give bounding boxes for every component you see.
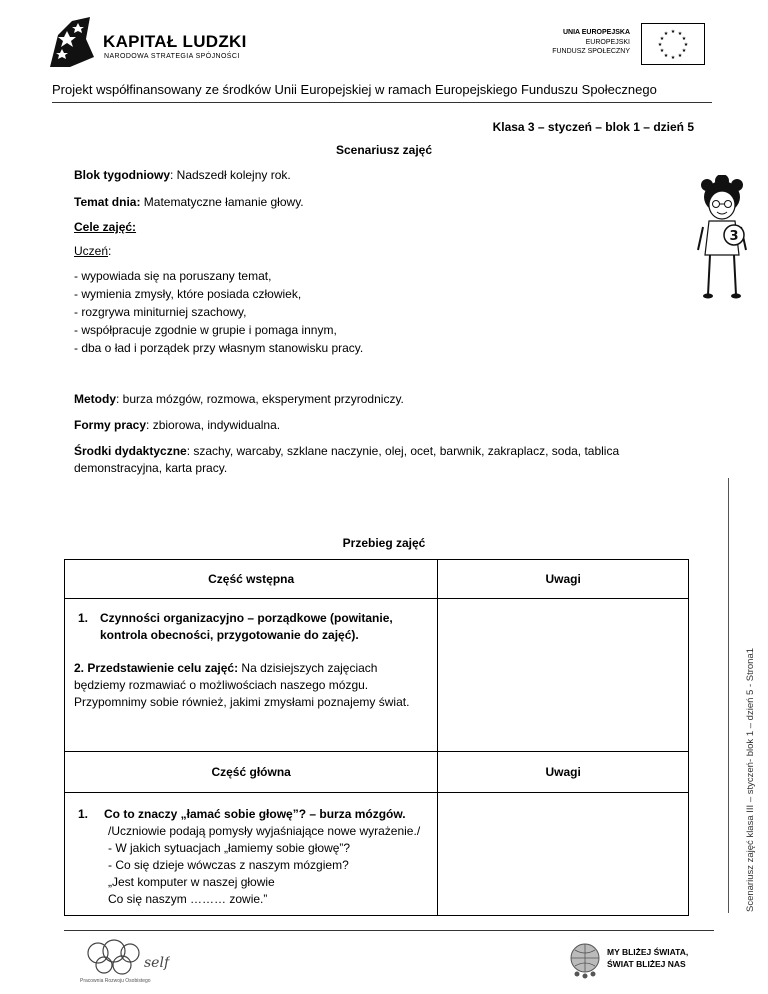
- footer-slogan: [607, 946, 688, 970]
- goals-list: [74, 267, 363, 357]
- intro-notes-cell: [438, 599, 689, 752]
- work-forms: [74, 417, 280, 434]
- table-row: [65, 793, 689, 916]
- table-row: [65, 560, 689, 599]
- main-item-1-line: Co się naszym ……… zowie.”: [108, 892, 268, 906]
- kapital-ludzki-logo-icon: [50, 17, 94, 67]
- work-forms-label: Formy pracy: [74, 418, 147, 432]
- lesson-course-heading: Przebieg zajęć: [342, 536, 426, 550]
- intro-part-content: [65, 599, 438, 752]
- self-logo-caption: Pracownia Rozwoju Osobistego: [80, 978, 151, 984]
- weekly-block-value: : Nadszedł kolejny rok.: [170, 168, 291, 182]
- main-part-content: [65, 793, 438, 916]
- intro-part-header: Część wstępna: [65, 560, 438, 599]
- side-page-note: Scenariusz zajęć klasa III – styczeń- blok 1 – dzień 5 - Strona1: [745, 647, 756, 912]
- main-item-1-line: „Jest komputer w naszej głowie: [108, 875, 275, 889]
- eu-label-line-2: EUROPEJSKI: [585, 39, 630, 46]
- slogan-line-2: ŚWIAT BLIŻEJ NAS: [607, 959, 686, 969]
- kapital-ludzki-subtitle: NARODOWA STRATEGIA SPÓJNOŚCI: [104, 53, 240, 60]
- topic-label: Temat dnia:: [74, 195, 141, 209]
- kapital-ludzki-title: KAPITAŁ LUDZKI: [103, 32, 247, 51]
- main-item-1-line: - W jakich sytuacjach „łamiemy sobie głowę”?: [108, 841, 351, 855]
- teaching-aids-value: : szachy, warcaby, szklane naczynie, olej, ocet, barwnik, zakraplacz, soda, tablica demonstracyjna, karta pracy.: [74, 444, 620, 475]
- svg-text:★: ★: [657, 42, 663, 48]
- svg-text:★: ★: [670, 55, 676, 61]
- page-title: Scenariusz zajęć: [335, 143, 433, 157]
- class-info: Klasa 3 – styczeń – blok 1 – dzień 5: [492, 120, 694, 134]
- notes-header: Uwagi: [438, 560, 689, 599]
- main-item-1: 1. Co to znaczy „łamać sobie głowę”? – burza mózgów.: [78, 807, 406, 821]
- svg-text:★: ★: [659, 48, 665, 54]
- methods-label: Metody: [74, 392, 116, 406]
- svg-text:★: ★: [677, 53, 683, 59]
- list-item: - dba o ład i porządek przy własnym stanowisku pracy.: [74, 341, 364, 355]
- list-item: - rozgrywa miniturniej szachowy,: [74, 305, 247, 319]
- mascot-girl-icon: [695, 175, 750, 300]
- globe-people-icon: [567, 940, 603, 980]
- main-notes-cell: [438, 793, 689, 916]
- teaching-aids: [74, 443, 674, 477]
- notes-header-2: Uwagi: [438, 752, 689, 793]
- student-heading: [74, 243, 111, 260]
- eu-label-line-1: UNIA EUROPEJSKA: [562, 29, 630, 36]
- header-divider: [52, 102, 712, 103]
- main-item-1-line: - Co się dzieje wówczas z naszym mózgiem?: [108, 858, 349, 872]
- slogan-line-1: MY BLIŻEJ ŚWIATA,: [607, 947, 689, 957]
- student-colon: :: [108, 244, 112, 258]
- list-item: - wymienia zmysły, które posiada człowiek,: [74, 287, 302, 301]
- svg-text:★: ★: [663, 31, 669, 37]
- student-label: Uczeń: [74, 244, 109, 258]
- table-row: [65, 599, 689, 752]
- eu-label-line-3: FUNDUSZ SPOŁECZNY: [552, 48, 630, 55]
- goals-heading: Cele zajęć:: [74, 220, 137, 234]
- teaching-aids-label: Środki dydaktyczne: [74, 444, 187, 458]
- svg-text:★: ★: [681, 48, 687, 54]
- table-row: [65, 752, 689, 793]
- main-part-header: Część główna: [65, 752, 438, 793]
- intro-item-2: 2. Przedstawienie celu zajęć: Na dzisiejszych zajęciach będziemy rozmawiać o możliwościach naszego mózgu. Przypomnimy sobie również, jakimi zmysłami poznajemy świat.: [74, 661, 410, 709]
- weekly-block-label: Blok tygodniowy: [74, 168, 170, 182]
- methods: [74, 391, 404, 408]
- weekly-block: [74, 167, 291, 184]
- svg-text:★: ★: [663, 53, 669, 59]
- svg-text:self: self: [144, 955, 170, 971]
- topic-value: Matematyczne łamanie głowy.: [140, 195, 304, 209]
- methods-value: : burza mózgów, rozmowa, eksperyment przyrodniczy.: [116, 392, 404, 406]
- project-cofinancing-line: Projekt współfinansowany ze środków Unii Europejskiej w ramach Europejskiego Funduszu Społecznego: [52, 82, 657, 97]
- list-item: - wypowiada się na poruszany temat,: [74, 269, 272, 283]
- svg-text:★: ★: [659, 36, 665, 42]
- svg-text:★: ★: [677, 31, 683, 37]
- footer-divider: [64, 930, 714, 931]
- lesson-table: [64, 559, 689, 916]
- svg-text:★: ★: [681, 36, 687, 42]
- list-item: - współpracuje zgodnie w grupie i pomaga innym,: [74, 323, 337, 337]
- main-item-1-line: /Uczniowie podają pomysły wyjaśniające nowe wyrażenie./: [108, 824, 421, 838]
- topic: [74, 194, 304, 211]
- svg-text:★: ★: [670, 29, 676, 35]
- mascot-badge: 3: [729, 229, 739, 244]
- svg-text:★: ★: [683, 42, 689, 48]
- work-forms-value: : zbiorowa, indywidualna.: [146, 418, 281, 432]
- eu-flag-icon: [641, 23, 705, 65]
- intro-item-1: 1. Czynności organizacyjno – porządkowe (powitanie, kontrola obecności, przygotowanie do zajęć).: [78, 611, 393, 642]
